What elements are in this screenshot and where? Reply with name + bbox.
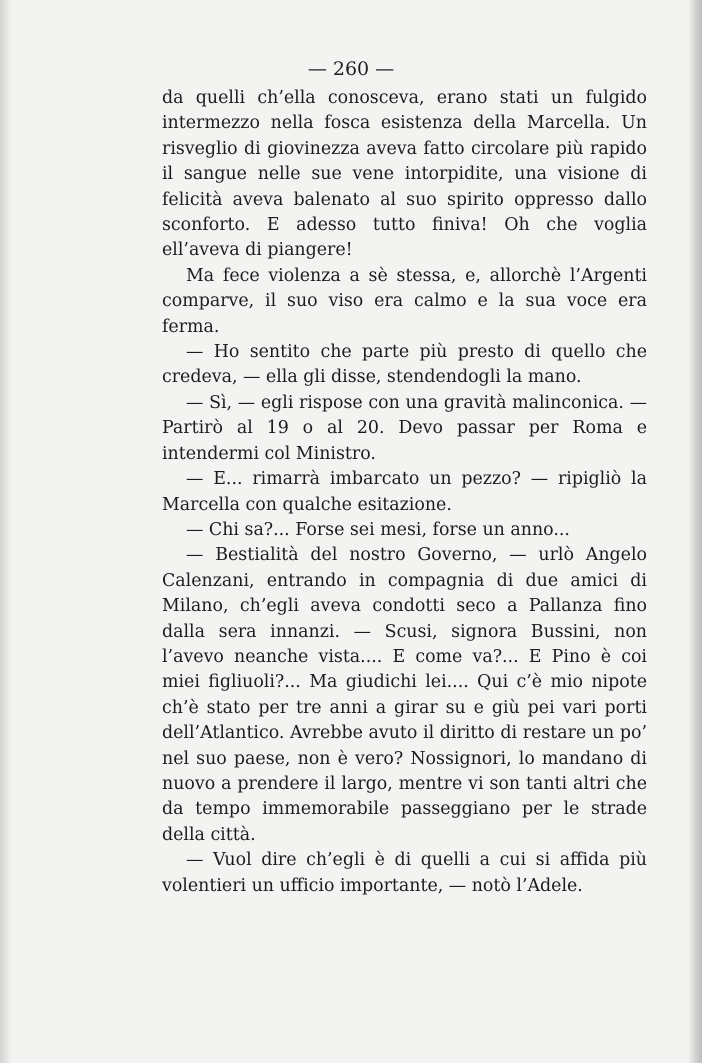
page-edge-shadow (688, 0, 702, 1063)
dialogue-line: — Chi sa?... Forse sei mesi, forse un anno... (186, 519, 570, 540)
dialogue-line: — Bestialità del nostro Governo, — urlò Angelo Calenzani, entrando in compagnia di due amici di Milano, ch’egli aveva condotti seco a Pallanza fino dalla sera innanzi. — Scusi, signora Bussini, non l’avevo neanche vista.... E come va?... E Pino è coi miei figliuoli?... Ma giudichi lei.... Qui c’è mio nipote ch’è stato per tre anni a girar su e giù pei vari porti dell’Atlantico. Avrebbe avuto il diritto di restare un po’ nel suo paese, non è vero? Nossignori, lo mandano di nuovo a prendere il largo, mentre vi son tanti altri che da tempo immemorabile passeggiano per le strade della città. (162, 545, 647, 845)
paragraph-continuation: da quelli ch’ella conosceva, erano stati un fulgido intermezzo nella fosca esistenza della Marcella. Un risveglio di giovinezza aveva fatto circolare più rapido il sangue nelle sue vene intorpidite, una visione di felicità aveva balenato al suo spirito oppresso dallo sconforto. E adesso tutto finiva! Oh che voglia ell’aveva di piangere! (162, 88, 647, 261)
dialogue-line: — Ho sentito che parte più presto di quello che credeva, — ella gli disse, stendendogli la mano. (162, 342, 647, 388)
page-gutter-shadow (0, 0, 12, 1063)
dialogue-line: — Sì, — egli rispose con una gravità malinconica. — Partirò al 19 o al 20. Devo passar per Roma e intendermi col Ministro. (162, 392, 647, 464)
paragraph: Ma fece violenza a sè stessa, e, allorchè l’Argenti comparve, il suo viso era calmo e la sua voce era ferma. (162, 265, 647, 337)
page-number: — 260 — (307, 58, 395, 80)
body-text (162, 86, 647, 899)
dialogue-line: — E... rimarrà imbarcato un pezzo? — ripigliò la Marcella con qualche esitazione. (162, 469, 647, 515)
dialogue-line: — Vuol dire ch’egli è di quelli a cui si affida più volentieri un ufficio importante, — notò l’Adele. (162, 850, 647, 896)
